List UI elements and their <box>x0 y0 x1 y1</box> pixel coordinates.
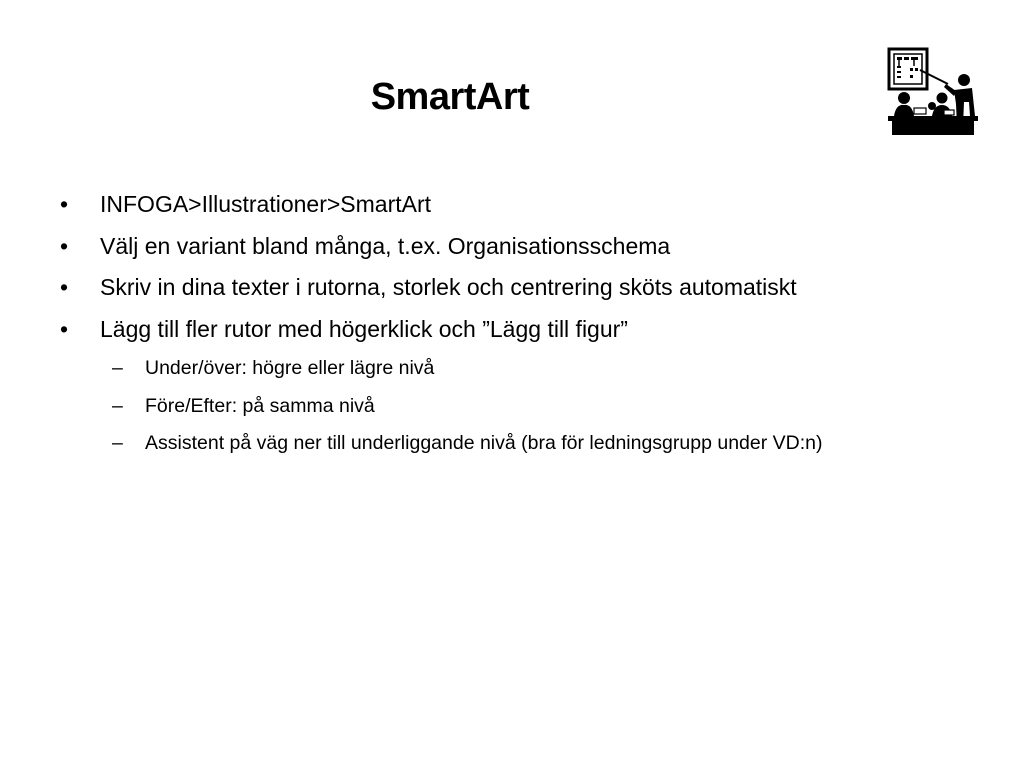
bullet-list <box>60 184 1000 463</box>
list-item <box>60 309 1000 351</box>
list-item <box>60 226 1000 268</box>
bullet-text: Välj en variant bland många, t.ex. Organisationsschema <box>100 232 671 259</box>
bullet-text: INFOGA>Illustrationer>SmartArt <box>100 191 432 217</box>
presentation-meeting-icon <box>884 44 980 138</box>
sub-bullet-marker: – <box>112 394 123 417</box>
bullet-marker: • <box>60 274 69 300</box>
bullet-marker: • <box>60 315 69 342</box>
list-item <box>60 267 1000 309</box>
sub-list-item <box>60 388 1000 426</box>
sub-list-item <box>60 425 1000 463</box>
bullet-text: Skriv in dina texter i rutorna, storlek och centrering sköts automatiskt <box>100 274 797 300</box>
sub-bullet-text: Assistent på väg ner till underliggande nivå (bra för ledningsgrupp under VD:n) <box>145 432 823 454</box>
sub-bullet-marker: – <box>112 432 123 454</box>
list-item <box>60 184 1000 226</box>
bullet-text: Lägg till fler rutor med högerklick och ”Lägg till figur” <box>100 315 628 342</box>
sub-bullet-text: Före/Efter: på samma nivå <box>145 394 375 417</box>
bullet-marker: • <box>60 191 69 217</box>
sub-list-item <box>60 350 1000 388</box>
sub-bullet-marker: – <box>112 357 123 379</box>
slide-title: SmartArt <box>370 76 530 118</box>
bullet-marker: • <box>60 232 69 259</box>
sub-bullet-text: Under/över: högre eller lägre nivå <box>145 357 435 379</box>
